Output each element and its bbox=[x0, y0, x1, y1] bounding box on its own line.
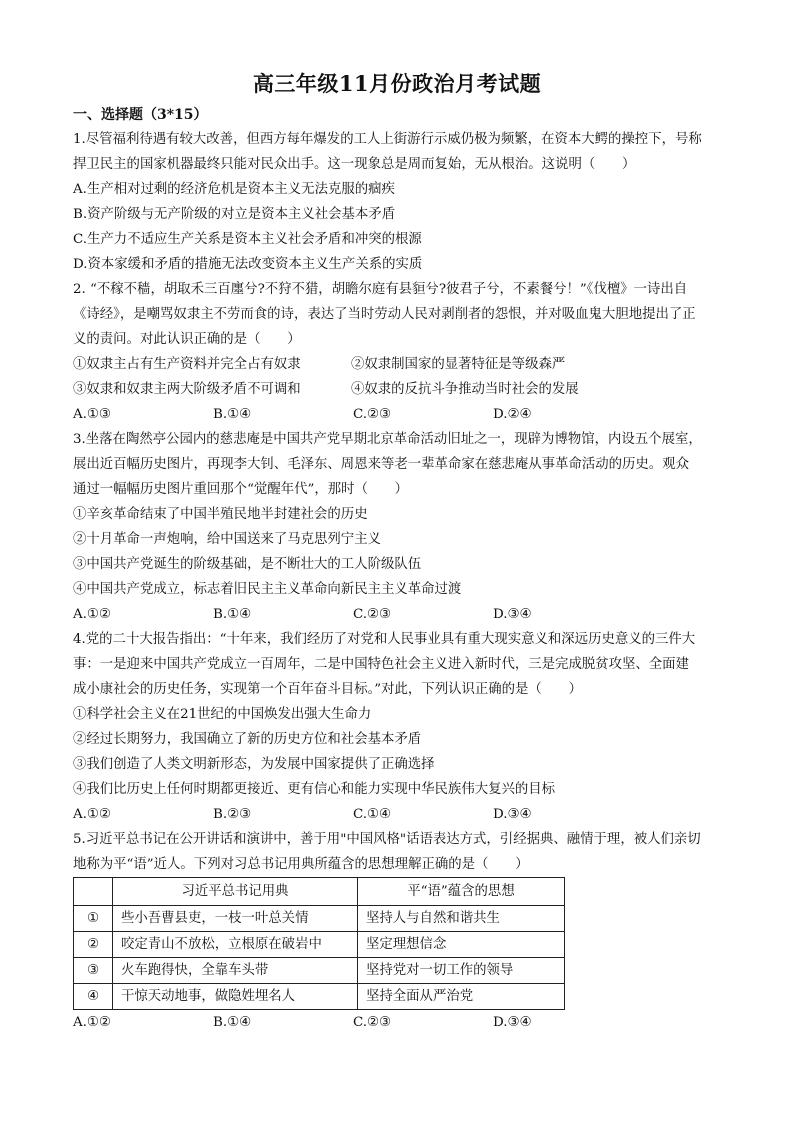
choice-a: A.①② bbox=[73, 1015, 111, 1030]
question-text: 5.习近平总书记在公开讲话和演讲中，善于用"中国风格"话语表达方式，引经据典、融情于理，被人们亲切 bbox=[73, 832, 701, 847]
question-2 bbox=[73, 277, 733, 427]
question-text: 地称为平“语”近人。下列对习总书记用典所蕴含的思想理解正确的是（ ） bbox=[73, 857, 529, 872]
table-cell: 坚持人与自然和谐共生 bbox=[358, 906, 565, 932]
choice-a: A.①② bbox=[73, 607, 111, 622]
section-heading: 一、选择题（3*15） bbox=[73, 107, 208, 123]
table-row bbox=[74, 932, 565, 958]
option-b: B.资产阶级与无产阶级的对立是资本主义社会基本矛盾 bbox=[73, 207, 396, 222]
statement-2: ②十月革命一声炮响，给中国送来了马克思列宁主义 bbox=[73, 532, 381, 547]
table-cell: 火车跑得快，全靠车头带 bbox=[113, 958, 358, 984]
table-cell: 坚持党对一切工作的领导 bbox=[358, 958, 565, 984]
table-row bbox=[74, 984, 565, 1010]
table-cell: 咬定青山不放松，立根原在破岩中 bbox=[113, 932, 358, 958]
choice-d: D.③④ bbox=[493, 1015, 532, 1030]
choice-c: C.②③ bbox=[353, 607, 392, 622]
table-cell: 些小吾曹县吏，一枝一叶总关情 bbox=[113, 906, 358, 932]
statement-1: ①奴隶主占有生产资料并完全占有奴隶 bbox=[73, 357, 301, 372]
question-5 bbox=[73, 827, 733, 1035]
statement-3: ③奴隶和奴隶主两大阶级矛盾不可调和 bbox=[73, 382, 301, 397]
table-row bbox=[74, 958, 565, 984]
choice-d: D.②④ bbox=[493, 407, 532, 422]
statement-3: ③中国共产党诞生的阶级基础，是不断壮大的工人阶级队伍 bbox=[73, 557, 422, 572]
choice-row bbox=[73, 602, 733, 627]
table-cell: ② bbox=[74, 932, 113, 958]
page-title: 高三年级11月份政治月考试题 bbox=[252, 71, 542, 96]
question-text: 《诗经》，是嘲骂奴隶主不劳而食的诗，表达了当时劳动人民对剥削者的怨恨，并对吸血鬼大胆地提出了正 bbox=[73, 307, 696, 322]
choice-row bbox=[73, 802, 733, 827]
option-d: D.资本家缓和矛盾的措施无法改变资本主义生产关系的实质 bbox=[73, 257, 423, 272]
choice-b: B.①④ bbox=[213, 607, 252, 622]
table-cell: 坚定理想信念 bbox=[358, 932, 565, 958]
option-a: A.生产相对过剩的经济危机是资本主义无法克服的痼疾 bbox=[73, 182, 395, 197]
question-1 bbox=[73, 127, 733, 277]
question-text: 1.尽管福利待遇有较大改善，但西方每年爆发的工人上街游行示威仍极为频繁，在资本大鳄的操控下，号称 bbox=[73, 132, 702, 147]
choice-b: B.①④ bbox=[213, 1015, 252, 1030]
table-cell: ④ bbox=[74, 984, 113, 1010]
choice-b: B.①④ bbox=[213, 407, 252, 422]
statement-row bbox=[73, 352, 733, 377]
table-header: 习近平总书记用典 bbox=[113, 878, 358, 906]
question-text: 捍卫民主的国家机器最终只能对民众出手。这一现象总是周而复始，无从根治。这说明（ ） bbox=[73, 157, 636, 172]
choice-a: A.①③ bbox=[73, 407, 111, 422]
question-text: 成小康社会的历史任务，实现第一个百年奋斗目标。”对此，下列认识正确的是（ ） bbox=[73, 682, 582, 697]
question-text: 义的责问。对此认识正确的是（ ） bbox=[73, 332, 301, 347]
statement-2: ②奴隶制国家的显著特征是等级森严 bbox=[351, 357, 566, 372]
option-c: C.生产力不适应生产关系是资本主义社会矛盾和冲突的根源 bbox=[73, 232, 422, 247]
choice-d: D.③④ bbox=[493, 607, 532, 622]
choice-d: D.③④ bbox=[493, 807, 532, 822]
statement-row bbox=[73, 377, 733, 402]
question-4 bbox=[73, 627, 733, 827]
choice-c: C.②③ bbox=[353, 1015, 392, 1030]
statement-4: ④奴隶的反抗斗争推动当时社会的发展 bbox=[351, 382, 579, 397]
quote-table bbox=[73, 877, 565, 1010]
table-cell: 坚持全面从严治党 bbox=[358, 984, 565, 1010]
table-header: 平“语”蕴含的思想 bbox=[358, 878, 565, 906]
statement-1: ①科学社会主义在21世纪的中国焕发出强大生命力 bbox=[73, 707, 372, 722]
statement-2: ②经过长期努力，我国确立了新的历史方位和社会基本矛盾 bbox=[73, 732, 422, 747]
statement-3: ③我们创造了人类文明新形态，为发展中国家提供了正确选择 bbox=[73, 757, 435, 772]
choice-row bbox=[73, 402, 733, 427]
table-header bbox=[74, 878, 113, 906]
table-row bbox=[74, 906, 565, 932]
question-text: 4.党的二十大报告指出：“十年来，我们经历了对党和人民事业具有重大现实意义和深远历史意义的三件大 bbox=[73, 632, 696, 647]
statement-1: ①辛亥革命结束了中国半殖民地半封建社会的历史 bbox=[73, 507, 368, 522]
question-3 bbox=[73, 427, 733, 627]
table-cell: 干惊天动地事，做隐姓埋名人 bbox=[113, 984, 358, 1010]
question-text: 2. “不稼不穑，胡取禾三百廛兮?不狩不猎，胡瞻尔庭有县貆兮?彼君子兮，不素餐兮！”《伐檀》一诗出自 bbox=[73, 282, 688, 297]
question-text: 3.坐落在陶然亭公园内的慈悲庵是中国共产党早期北京革命活动旧址之一，现辟为博物馆，内设五个展室， bbox=[73, 432, 702, 447]
choice-b: B.②③ bbox=[213, 807, 252, 822]
statement-4: ④中国共产党成立，标志着旧民主主义革命向新民主主义革命过渡 bbox=[73, 582, 462, 597]
table-cell: ① bbox=[74, 906, 113, 932]
table-cell: ③ bbox=[74, 958, 113, 984]
question-text: 事：一是迎来中国共产党成立一百周年，二是中国特色社会主义进入新时代，三是完成脱贫攻坚、全面建 bbox=[73, 657, 689, 672]
question-text: 展出近百幅历史图片，再现李大钊、毛泽东、周恩来等老一辈革命家在慈悲庵从事革命活动的历史。观众 bbox=[73, 457, 689, 472]
statement-4: ④我们比历史上任何时期都更接近、更有信心和能力实现中华民族伟大复兴的目标 bbox=[73, 782, 556, 797]
question-text: 通过一幅幅历史图片重回那个“觉醒年代”，那时（ ） bbox=[73, 482, 409, 497]
choice-c: C.②③ bbox=[353, 407, 392, 422]
choice-c: C.①④ bbox=[353, 807, 392, 822]
table-header-row bbox=[74, 878, 565, 906]
choice-row bbox=[73, 1010, 733, 1035]
choice-a: A.①② bbox=[73, 807, 111, 822]
